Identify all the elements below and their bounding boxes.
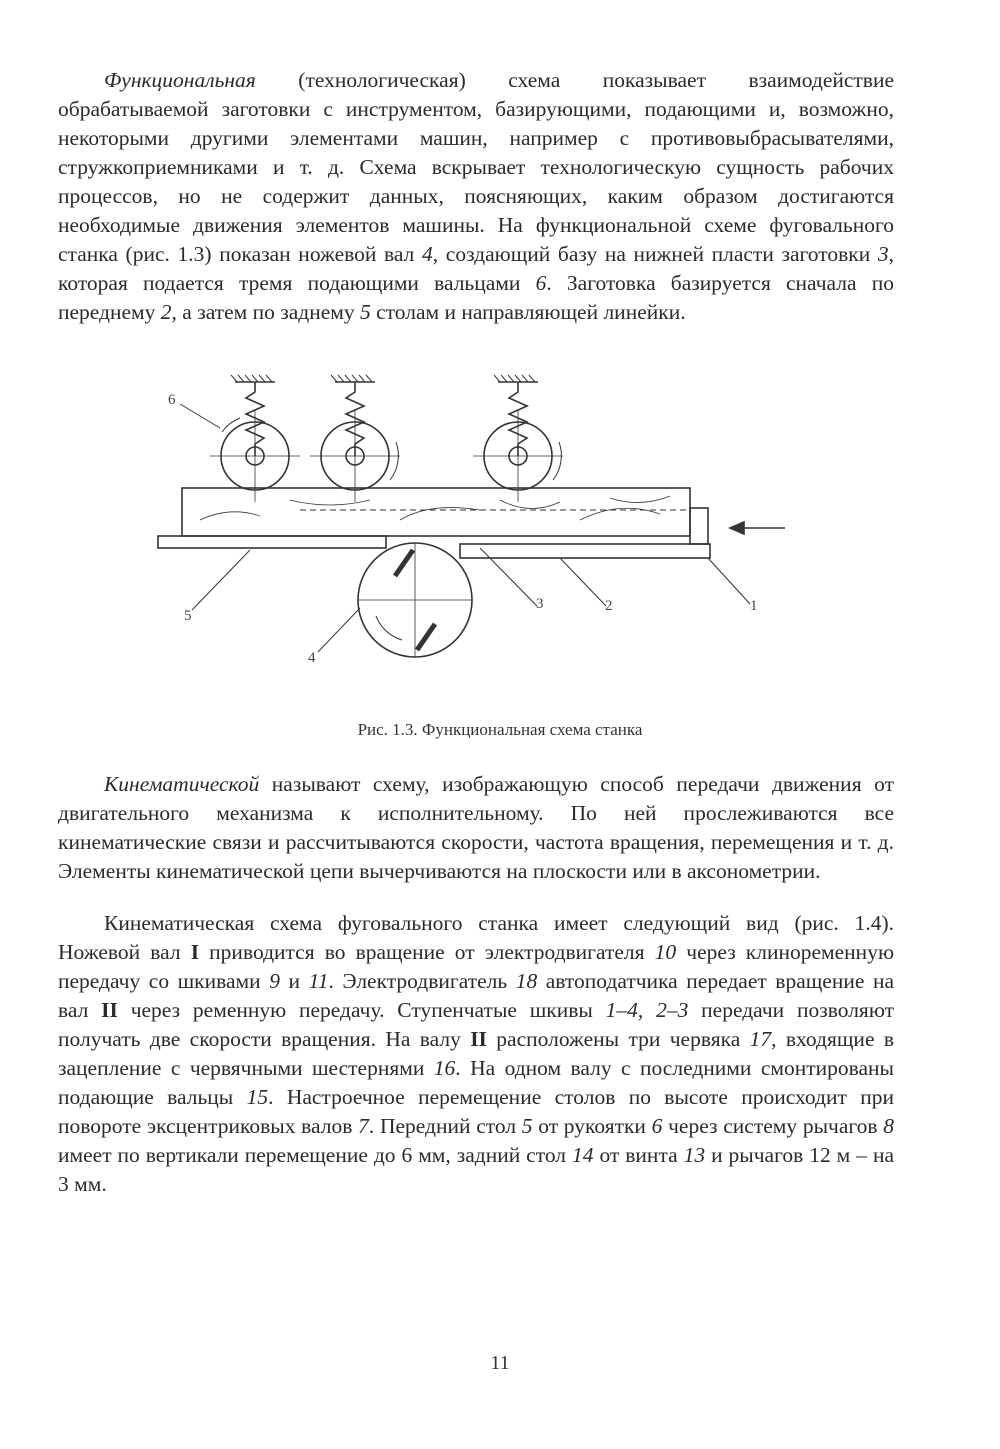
guide-fence: [690, 508, 708, 544]
label-6: 6: [168, 392, 176, 408]
cutter-block: [358, 543, 472, 657]
feed-roller-middle: [310, 375, 400, 502]
term-functional: Функциональная: [104, 68, 256, 92]
page-number: 11: [490, 1352, 510, 1374]
label-3: 3: [536, 596, 544, 612]
label-4: 4: [308, 650, 316, 666]
front-table: [460, 544, 710, 558]
workpiece: [182, 488, 690, 536]
label-2: 2: [605, 598, 613, 614]
paragraph-kinematic-scheme: Кинематической называют схему, изображающую способ передачи движения от двигательного механизма к исполнительному. По ней прослеживаются все кинематические связи и рассчитываются скорости, частота вращения, перемещения и т. д. Элементы кинематической цепи вычерчиваются на плоскости или в аксонометрии.: [58, 772, 894, 883]
rear-table: [158, 536, 386, 548]
functional-scheme-figure: [140, 370, 800, 670]
label-1: 1: [750, 598, 758, 614]
term-kinematic: Кинематической: [104, 772, 260, 796]
feed-roller-right: [473, 375, 563, 502]
paragraph-kinematic-description: Кинематическая схема фуговального станка имеет следующий вид (рис. 1.4). Ножевой вал I приводится во вращение от электродвигателя 10 через клиноременную передачу со шкивами 9 и 11. Электродвигатель 18 автоподатчика передает вращение на вал II через ременную передачу. Ступенчатые шкивы 1–4, 2–3 передачи позволяют получать две скорости вращения. На валу II расположены три червяка 17, входящие в зацепление с червячными шестернями 16. На одном валу с последними смонтированы подающие вальцы 15. Настроечное перемещение столов по высоте происходит при повороте эксцентриковых валов 7. Передний стол 5 от рукоятки 6 через систему рычагов 8 имеет по вертикали перемещение до 6 мм, задний стол 14 от винта 13 и рычагов 12 м – на 3 мм.: [58, 911, 895, 1196]
feed-roller-left: [210, 375, 300, 502]
paragraph-functional-scheme: Функциональная (технологическая) схема показывает взаимодействие обрабатываемой заготовки с инструментом, базирующими, подающими и, возможно, некоторыми другими элементами машин, например с противовыбрасывателями, стружкоприемниками и т. д. Схема вскрывает технологическую сущность рабочих процессов, но не содержит данных, поясняющих, каким образом достигаются необходимые движения элементов машины. На функциональной схеме фуговального станка (рис. 1.3) показан ножевой вал 4, создающий базу на нижней пласти заготовки 3, которая подается тремя подающими вальцами 6. Заготовка базируется сначала по переднему 2, а затем по заднему 5 столам и направляющей линейки.: [58, 68, 894, 324]
label-5: 5: [184, 608, 192, 624]
figure-caption: Рис. 1.3. Функциональная схема станка: [357, 720, 643, 739]
